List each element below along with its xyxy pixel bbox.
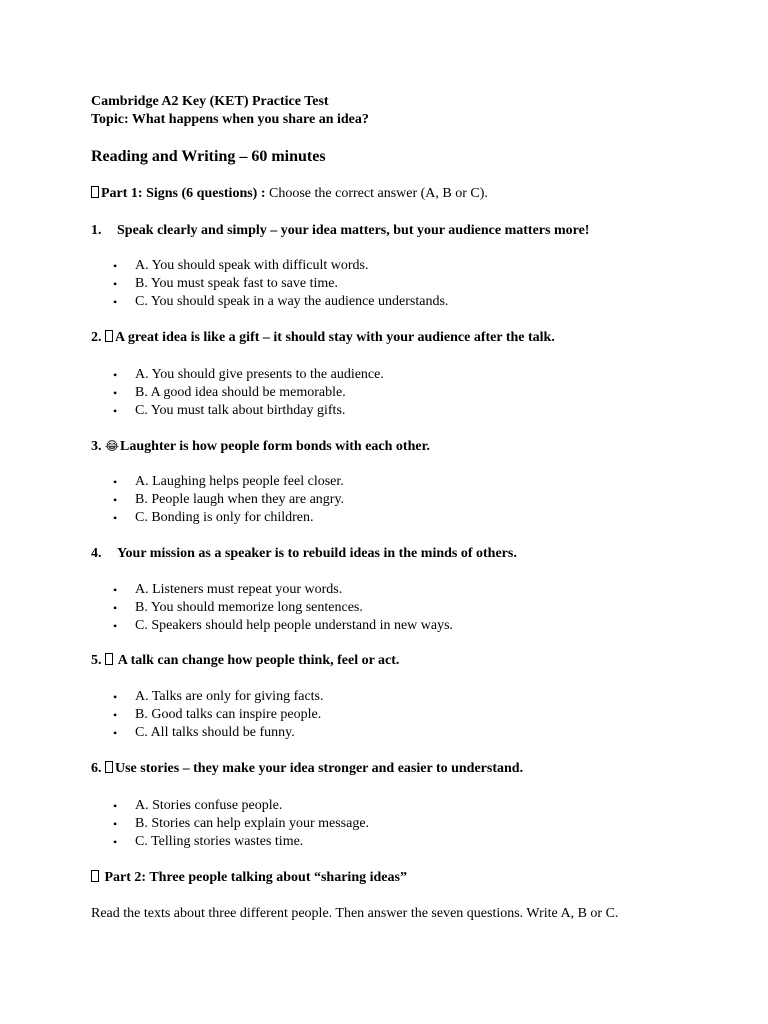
missing-glyph-icon (91, 186, 99, 198)
question-text: Speak clearly and simply – your idea matters, but your audience matters more! (117, 223, 590, 238)
question-6 (91, 760, 523, 778)
question-3-options (113, 473, 344, 527)
option-c: • C. All talks should be funny. (113, 724, 324, 742)
question-text: A great idea is like a gift – it should stay with your audience after the talk. (115, 330, 555, 345)
option-b: • B. People laugh when they are angry. (113, 491, 344, 509)
question-2 (91, 329, 555, 347)
question-5 (91, 652, 399, 670)
question-number: 2. (91, 330, 102, 345)
question-3 (91, 437, 430, 456)
option-a: • A. Laughing helps people feel closer. (113, 473, 344, 491)
option-b: • B. You must speak fast to save time. (113, 275, 448, 293)
missing-glyph-icon (105, 653, 113, 665)
question-number: 1. (91, 223, 102, 238)
missing-glyph-icon (105, 761, 113, 773)
section-heading: Reading and Writing – 60 minutes (91, 148, 326, 165)
missing-glyph-icon (105, 330, 113, 342)
question-5-options (113, 688, 324, 742)
part2-label: Part 2: Three people talking about “sharing ideas” (104, 870, 407, 885)
option-b: • B. Good talks can inspire people. (113, 706, 324, 724)
option-a: • A. You should speak with difficult words. (113, 257, 448, 275)
option-b: • B. A good idea should be memorable. (113, 384, 384, 402)
option-c: • C. Speakers should help people understand in new ways. (113, 617, 453, 635)
part1-instruction: Choose the correct answer (A, B or C). (265, 186, 488, 201)
option-c: • C. Bonding is only for children. (113, 509, 344, 527)
question-text: Use stories – they make your idea stronger and easier to understand. (115, 761, 524, 776)
question-text: Laughter is how people form bonds with each other. (120, 439, 430, 454)
question-text: A talk can change how people think, feel or act. (117, 653, 400, 668)
missing-glyph-icon (91, 870, 99, 882)
option-c: • C. You must talk about birthday gifts. (113, 402, 384, 420)
part2-instruction: Read the texts about three different people. Then answer the seven questions. Write A, B or C. (91, 906, 619, 921)
question-6-options (113, 797, 369, 851)
question-4-options (113, 581, 453, 635)
part1-label: Part 1: Signs (6 questions) : (101, 186, 266, 201)
test-title: Cambridge A2 Key (KET) Practice Test (91, 94, 329, 109)
option-c: • C. You should speak in a way the audience understands. (113, 293, 448, 311)
option-b: • B. Stories can help explain your message. (113, 815, 369, 833)
question-1-options (113, 257, 448, 311)
test-topic: Topic: What happens when you share an idea? (91, 112, 369, 127)
question-number: 3. (91, 439, 102, 454)
part2-heading (91, 869, 407, 887)
option-a: • A. You should give presents to the audience. (113, 366, 384, 384)
question-2-options (113, 366, 384, 420)
option-a: • A. Talks are only for giving facts. (113, 688, 324, 706)
question-text: Your mission as a speaker is to rebuild ideas in the minds of others. (117, 546, 517, 561)
question-number: 4. (91, 546, 102, 561)
part1-heading (91, 185, 488, 203)
question-number: 5. (91, 653, 102, 668)
question-4 (91, 545, 517, 563)
option-c: • C. Telling stories wastes time. (113, 833, 369, 851)
question-1 (91, 222, 589, 240)
option-a: • A. Listeners must repeat your words. (113, 581, 453, 599)
laughing-face-icon: 😂 (105, 439, 120, 453)
option-a: • A. Stories confuse people. (113, 797, 369, 815)
option-b: • B. You should memorize long sentences. (113, 599, 453, 617)
question-number: 6. (91, 761, 102, 776)
